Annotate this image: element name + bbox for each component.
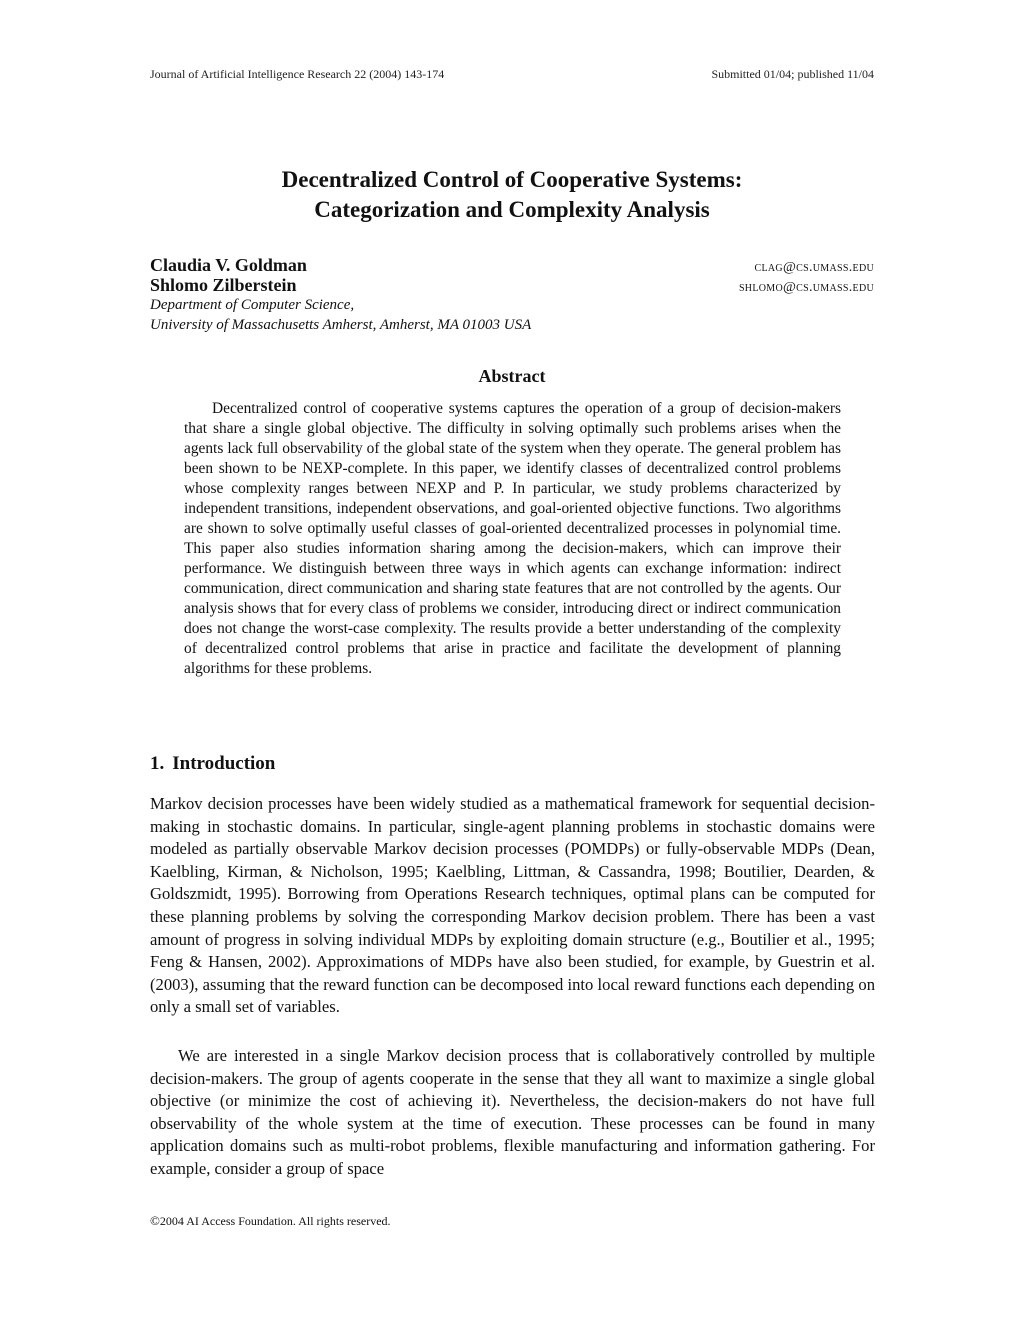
author-row: [150, 275, 874, 295]
abstract-text: Decentralized control of cooperative systems captures the operation of a group of decision-makers that share a single global objective. The difficulty in solving optimally such problems arises when the agents lack full observability of the global state of the system when they operate. The general problem has been shown to be NEXP-complete. In this paper, we identify classes of decentralized control problems whose complexity ranges between NEXP and P. In particular, we study problems characterized by independent transitions, independent observations, and goal-oriented objective functions. Two algorithms are shown to solve optimally useful classes of goal-oriented decentralized processes in polynomial time. This paper also studies information sharing among the decision-makers, which can improve their performance. We distinguish between three ways in which agents can exchange information: indirect communication, direct communication and sharing state features that are not controlled by the agents. Our analysis shows that for every class of problems we consider, introducing direct or indirect communication does not change the worst-case complexity. The results provide a better understanding of the complexity of decentralized control problems that arise in practice and facilitate the development of planning algorithms for these problems.: [184, 400, 841, 677]
section-number: 1.: [150, 753, 165, 774]
body-paragraph: Markov decision processes have been widely studied as a mathematical framework for sequential decision-making in stochastic domains. In particular, single-agent planning problems in stochastic domains were modeled as partially observable Markov decision processes (POMDPs) or fully-observable MDPs (Dean, Kaelbling, Kirman, & Nicholson, 1995; Kaelbling, Littman, & Cassandra, 1998; Boutilier, Dearden, & Goldszmidt, 1995). Borrowing from Operations Research techniques, optimal plans can be computed for these planning problems by solving the corresponding Markov decision problem. There has been a vast amount of progress in solving individual MDPs by exploiting domain structure (e.g., Boutilier et al., 1995; Feng & Hansen, 2002). Approximations of MDPs have also been studied, for example, by Guestrin et al. (2003), assuming that the reward function can be decomposed into local reward functions each depending on only a small set of variables.: [150, 794, 875, 1017]
author-row: [150, 255, 874, 275]
affiliation-department: Department of Computer Science,: [150, 297, 355, 313]
running-header: [150, 67, 874, 82]
section-heading: [150, 753, 275, 775]
submission-dates: Submitted 01/04; published 11/04: [711, 67, 874, 81]
body-paragraph: We are interested in a single Markov decision process that is collaboratively controlled by multiple decision-makers. The group of agents cooperate in the sense that they all want to maximize a single global objective (or minimize the cost of achieving it). Nevertheless, the decision-makers do not have full observability of the whole system at the time of execution. These processes can be found in many application domains such as multi-robot problems, flexible manufacturing and information gathering. For example, consider a group of space: [150, 1046, 875, 1178]
copyright-symbol: ©: [150, 1213, 160, 1228]
section-title: Introduction: [172, 753, 276, 774]
abstract-heading: Abstract: [478, 366, 546, 386]
author-block: [150, 255, 874, 335]
journal-citation: Journal of Artificial Intelligence Research 22 (2004) 143-174: [150, 67, 445, 81]
author-name: Shlomo Zilberstein: [150, 275, 297, 295]
copyright-footer: [150, 1213, 391, 1229]
title-line-1: Decentralized Control of Cooperative Systems:: [281, 167, 743, 192]
author-email: clag@cs.umass.edu: [754, 260, 874, 275]
affiliation-university: University of Massachusetts Amherst, Amherst, MA 01003 USA: [150, 317, 532, 333]
title-line-2: Categorization and Complexity Analysis: [314, 197, 710, 222]
author-name: Claudia V. Goldman: [150, 255, 307, 275]
paper-title: [150, 165, 874, 225]
copyright-text: 2004 AI Access Foundation. All rights reserved.: [159, 1214, 391, 1228]
author-email: shlomo@cs.umass.edu: [738, 280, 874, 295]
